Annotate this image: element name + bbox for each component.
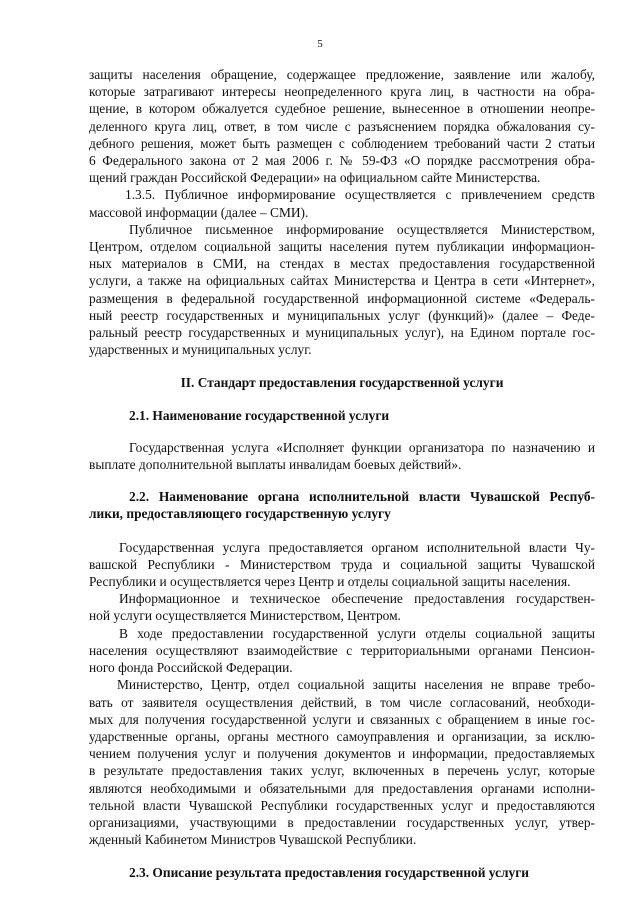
text-line: вать от заявителя осуществления действий, в том числе согласований, необходи- — [89, 694, 595, 710]
text-line: Центром, отделом социальной защиты населения путем публикации информацион- — [89, 239, 595, 255]
text-line: ных материалов в СМИ, на стендах в местах предоставления государственной — [89, 256, 595, 272]
section-2-heading: II. Стандарт предоставления государственной услуги — [180, 375, 504, 391]
text-line: Государственная услуга «Исполняет функции организатора по назначению и — [129, 439, 595, 455]
text-line: защиты населения обращение, содержащее предложение, заявление или жалобу, — [89, 67, 595, 82]
paragraph-2-2a — [89, 539, 595, 591]
text-line: тельной власти Чувашской Республики государственных услуг и предоставляются — [89, 797, 595, 813]
text-line: размещения в федеральной государственной информационной системе «Федераль- — [89, 290, 595, 306]
text-line: деленного круга лиц, ответ, в том числе с разъяснением порядка обжалования су- — [89, 118, 595, 134]
text-line: 1.3.5. Публичное информирование осуществляется с привлечением средств — [125, 187, 595, 203]
text-line: жденный Кабинетом Министров Чувашской Республики. — [89, 832, 417, 848]
paragraph-2-2c — [89, 625, 595, 677]
heading-line: лики, предоставляющего государственную услугу — [89, 506, 391, 522]
heading-line: 2.2. Наименование органа исполнительной власти Чувашской Респуб- — [129, 489, 595, 505]
text-line: населения осуществляют взаимодействие с территориальными органами Пенсион- — [89, 642, 595, 658]
text-line: чением получения услуг и получения документов и информации, предоставляемых — [89, 746, 595, 762]
text-line: дебного решения, может быть размещен с соблюдением требований части 2 статьи — [89, 135, 595, 151]
paragraph-2-2b — [89, 590, 595, 624]
text-line: мых для получения государственной услуги и связанных с обращением в иные гос- — [89, 711, 595, 727]
text-line: которые затрагивают интересы неопределенного круга лиц, в частности на обра- — [89, 84, 595, 100]
text-line: ральный реестр государственных и муниципальных услуг), на Едином портале гос- — [89, 325, 595, 341]
text-line: Государственная услуга предоставляется органом исполнительной власти Чу- — [119, 539, 595, 555]
text-line: ного фонда Российской Федерации. — [89, 660, 293, 676]
text-line: выплате дополнительной выплаты инвалидам боевых действий». — [89, 457, 462, 473]
text-line: массовой информации (далее – СМИ). — [89, 204, 309, 220]
paragraph-1-3-5 — [89, 186, 595, 220]
text-line: ной услуги осуществляется Министерством, Центром. — [89, 608, 401, 624]
text-line: Республики и осуществляется через Центр и отделы социальной защиты населения. — [89, 574, 571, 590]
text-line: В ходе предоставлении государственной услуги отделы социальной защиты — [119, 625, 595, 641]
paragraph-2-1 — [89, 439, 595, 473]
text-line: вашской Республики - Министерством труда и социальной защиты Чувашской — [89, 556, 595, 572]
text-line: организациями, участвующими в предоставлении государственных услуг, утвер- — [89, 814, 595, 830]
text-line: 6 Федерального закона от 2 мая 2006 г. № 59-ФЗ «О порядке рассмотрения обра- — [89, 153, 595, 169]
text-line: щение, в котором обжалуется судебное решение, вынесенное в отношении неопре- — [89, 101, 595, 117]
text-line: ударственные органы, органы местного самоуправления и организации, за исклю- — [89, 728, 595, 744]
heading-2-1: 2.1. Наименование государственной услуги — [129, 407, 390, 423]
text-line: Министерство, Центр, отдел социальной защиты населения не вправе требо- — [117, 677, 595, 693]
text-line: в результате предоставления таких услуг, включенных в перечень услуг, которые — [89, 763, 595, 779]
text-line: ный реестр государственных и муниципальных услуг (функций)» (далее – Феде- — [89, 307, 595, 323]
text-line: услуги, а также на официальных сайтах Министерства и Центра в сети «Интернет», — [89, 273, 595, 289]
text-line: щений граждан Российской Федерации» на официальном сайте Министерства. — [89, 170, 541, 186]
paragraph-public-info — [89, 221, 595, 359]
text-line: Публичное письменное информирование осуществляется Министерством, — [129, 221, 595, 237]
page-number: 5 — [317, 38, 323, 50]
text-line: ударственных и муниципальных услуг. — [89, 342, 312, 358]
paragraph-2-2d — [89, 676, 595, 848]
text-line: являются необходимыми и обязательными для предоставления органами исполни- — [89, 780, 595, 796]
document-body — [89, 66, 595, 882]
paragraph-1 — [89, 66, 595, 186]
text-line: Информационное и техническое обеспечение предоставления государствен- — [119, 591, 595, 607]
heading-2-3: 2.3. Описание результата предоставления государственной услуги — [129, 865, 530, 881]
heading-2-2 — [89, 488, 595, 522]
